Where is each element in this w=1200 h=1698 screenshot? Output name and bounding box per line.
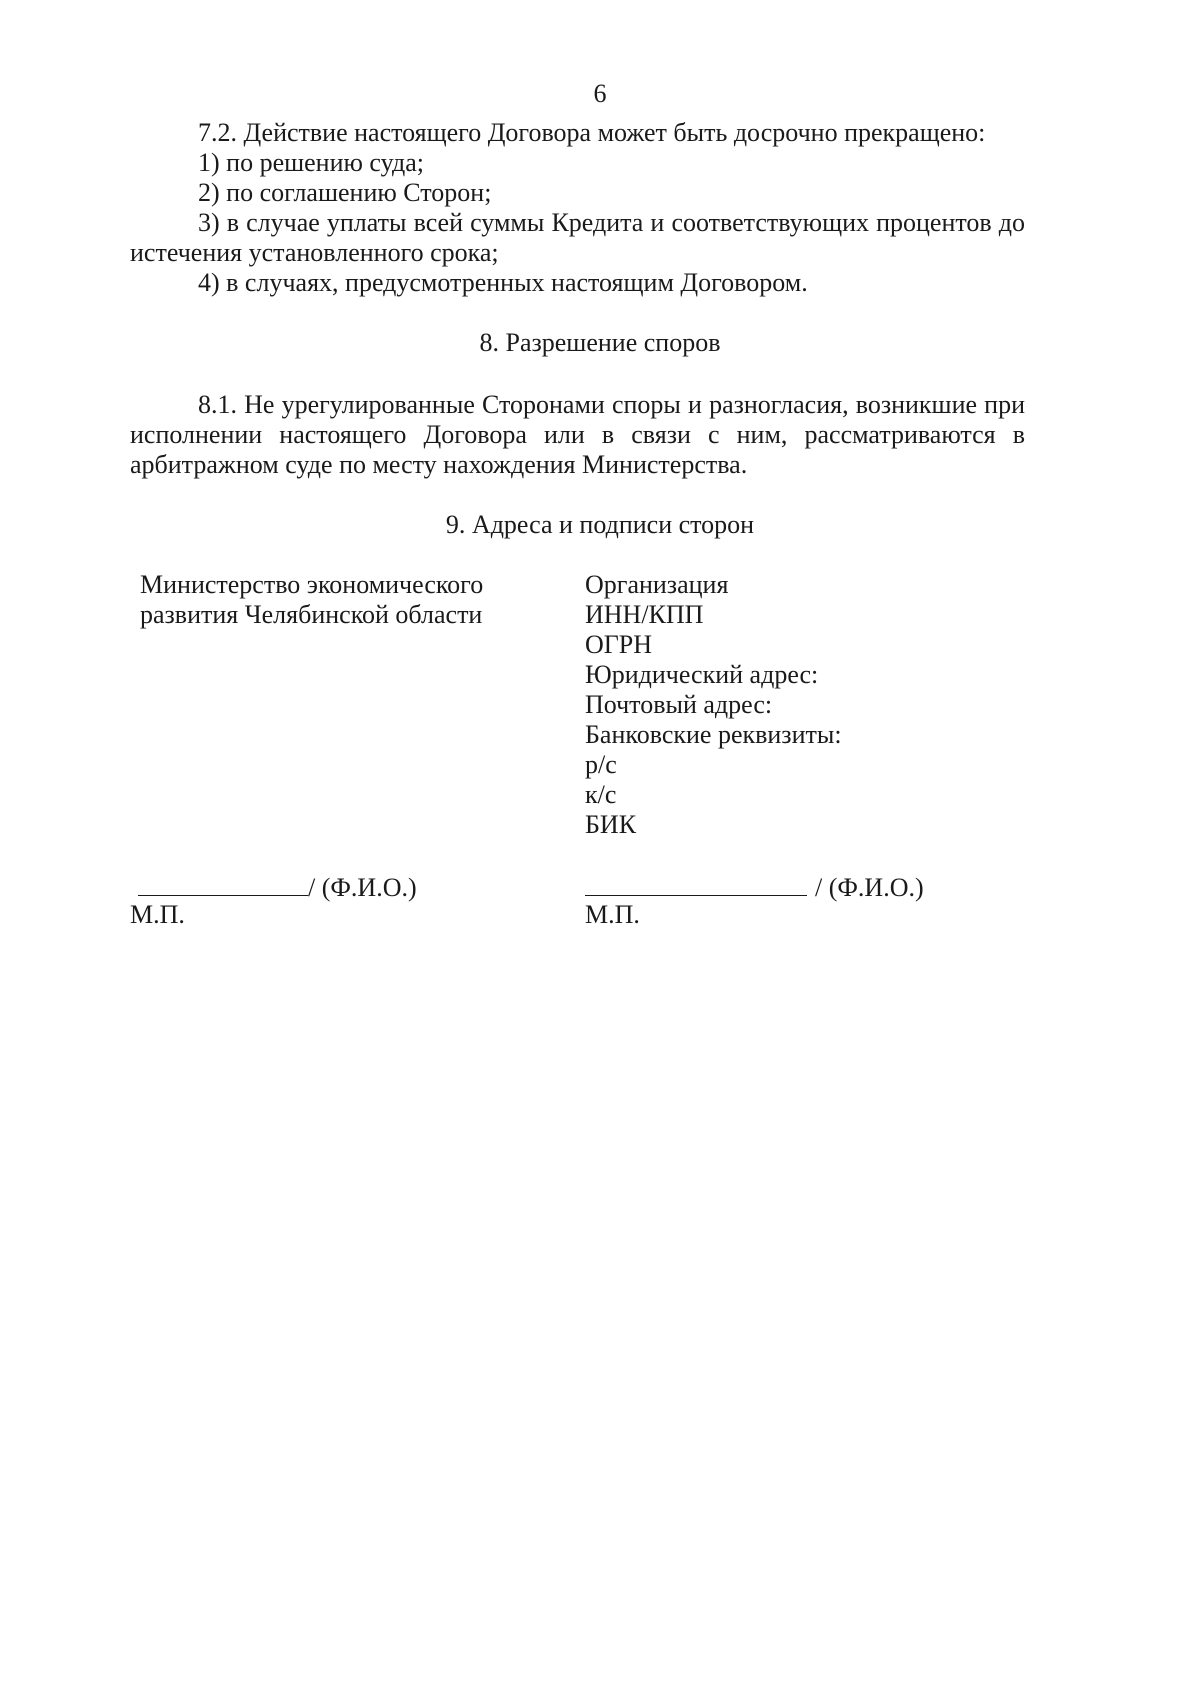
right-party-ogrn: ОГРН xyxy=(585,630,653,659)
clause-8-1-line2: исполнении настоящего Договора или в связи с ним, рассматриваются в xyxy=(130,420,1025,449)
right-party-legal-address: Юридический адрес: xyxy=(585,660,819,689)
clause-7-2-intro: 7.2. Действие настоящего Договора может быть досрочно прекращено: xyxy=(198,118,986,147)
clause-7-2-item-4: 4) в случаях, предусмотренных настоящим Договором. xyxy=(198,268,808,297)
right-party-corr-account: к/с xyxy=(585,780,617,809)
right-party-account: р/с xyxy=(585,750,617,779)
section-8-heading: 8. Разрешение споров xyxy=(479,328,721,357)
clause-8-1-line1: 8.1. Не урегулированные Сторонами споры и разногласия, возникшие при xyxy=(198,390,1025,419)
right-party-inn-kpp: ИНН/КПП xyxy=(585,600,704,629)
right-party-postal-address: Почтовый адрес: xyxy=(585,690,773,719)
right-party-bik: БИК xyxy=(585,810,637,839)
left-signature-suffix: / (Ф.И.О.) xyxy=(308,873,417,902)
clause-7-2-item-1: 1) по решению суда; xyxy=(198,148,424,177)
clause-7-2-item-3-line1: 3) в случае уплаты всей суммы Кредита и соответствующих процентов до xyxy=(198,208,1025,237)
right-signature-line xyxy=(585,869,807,896)
left-signature-line xyxy=(138,869,308,896)
left-party-name-line2: развития Челябинской области xyxy=(140,600,483,629)
right-signature-suffix: / (Ф.И.О.) xyxy=(815,873,924,902)
left-party-name-line1: Министерство экономического xyxy=(140,570,484,599)
left-stamp-label: М.П. xyxy=(130,900,185,929)
clause-7-2-item-2: 2) по соглашению Сторон; xyxy=(198,178,492,207)
clause-7-2-item-3-line2: истечения установленного срока; xyxy=(130,238,499,267)
section-9-heading: 9. Адреса и подписи сторон xyxy=(445,510,755,539)
right-party-bank-details: Банковские реквизиты: xyxy=(585,720,842,749)
right-stamp-label: М.П. xyxy=(585,900,640,929)
clause-8-1-line3: арбитражном суде по месту нахождения Министерства. xyxy=(130,450,748,479)
page-number: 6 xyxy=(593,79,607,108)
right-party-organization: Организация xyxy=(585,570,729,599)
